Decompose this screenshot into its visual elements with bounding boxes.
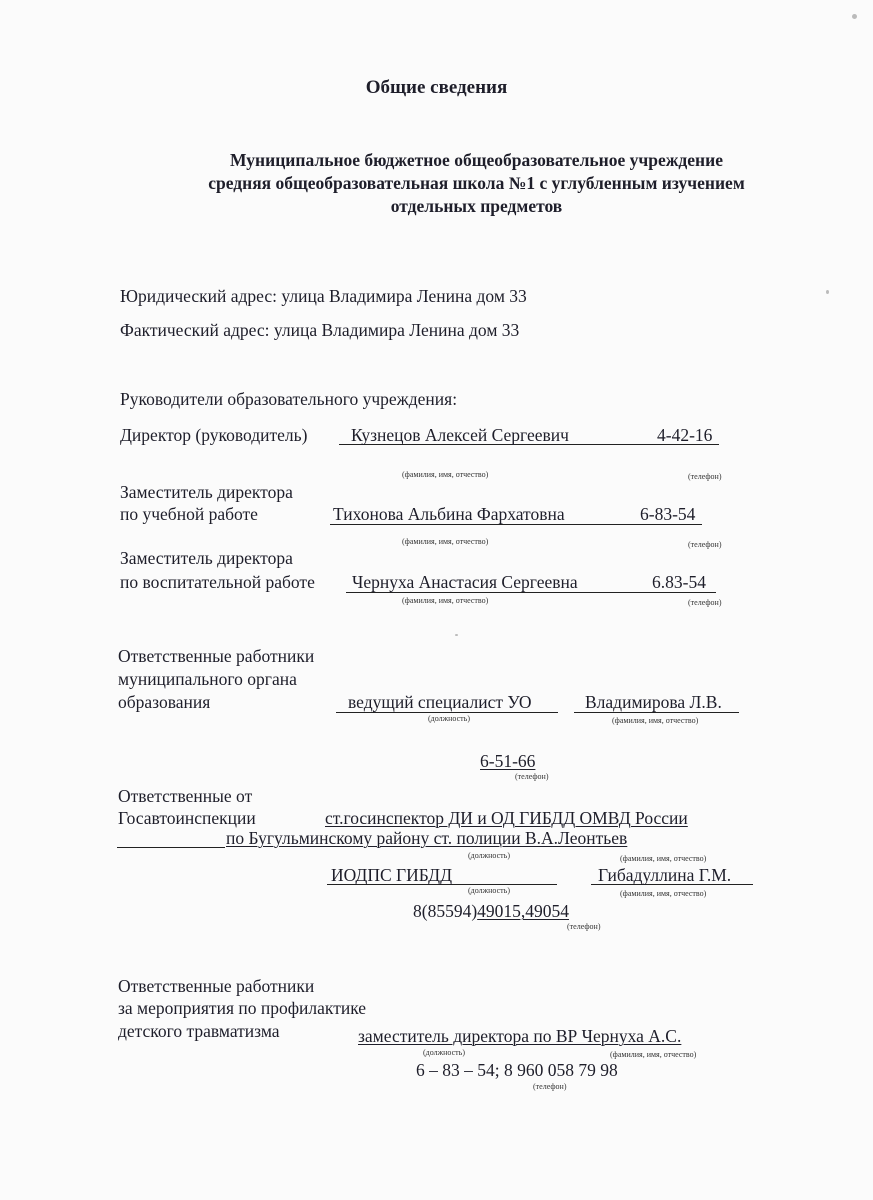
prevention-label-2: за мероприятия по профилактике <box>118 998 367 1018</box>
prevention-phones: 6 – 83 – 54; 8 960 058 79 98 <box>416 1060 618 1080</box>
scan-speck <box>852 14 857 19</box>
prevention-label-3: детского травматизма <box>118 1021 280 1041</box>
deputy-upbringing-phone-caption: (телефон) <box>688 598 722 607</box>
deputy-study-label-1: Заместитель директора <box>120 482 293 502</box>
director-fio-caption: (фамилия, имя, отчество) <box>402 470 489 479</box>
leaders-heading: Руководители образовательного учреждения: <box>120 389 458 409</box>
traffic-line-2-lead <box>117 847 225 848</box>
prevention-fio-caption: (фамилия, имя, отчество) <box>610 1050 697 1059</box>
deputy-study-phone: 6-83-54 <box>640 504 696 524</box>
director-phone: 4-42-16 <box>657 425 713 445</box>
traffic-position-caption: (должность) <box>468 851 510 860</box>
municipal-name: Владимирова Л.В. <box>585 692 722 712</box>
traffic-label-1: Ответственные от <box>118 786 253 806</box>
municipal-position: ведущий специалист УО <box>348 692 532 712</box>
municipal-phone: 6-51-66 <box>480 751 536 771</box>
director-phone-caption: (телефон) <box>688 472 722 481</box>
deputy-upbringing-label-1: Заместитель директора <box>120 548 293 568</box>
deputy-study-label-2: по учебной работе <box>120 504 258 524</box>
traffic-position-2: ИОДПС ГИБДД <box>331 865 453 885</box>
director-label: Директор (руководитель) <box>120 425 308 445</box>
org-name-line-2: средняя общеобразовательная школа №1 с углубленным изучением <box>208 173 745 193</box>
traffic-line-2: по Бугульминскому району ст. полиции В.А.Леонтьев <box>226 828 628 848</box>
traffic-position2-caption: (должность) <box>468 886 510 895</box>
director-name: Кузнецов Алексей Сергеевич <box>351 425 569 445</box>
scan-speck <box>826 290 829 294</box>
deputy-upbringing-name: Чернуха Анастасия Сергеевна <box>352 572 578 592</box>
traffic-label-2: Госавтоинспекции <box>118 808 256 828</box>
actual-address: Фактический адрес: улица Владимира Ленина дом 33 <box>120 320 520 340</box>
municipal-label-1: Ответственные работники <box>118 646 315 666</box>
municipal-phone-caption: (телефон) <box>515 772 549 781</box>
deputy-upbringing-label-2: по воспитательной работе <box>120 572 315 592</box>
deputy-study-fio-caption: (фамилия, имя, отчество) <box>402 537 489 546</box>
municipal-label-3: образования <box>118 692 211 712</box>
prevention-position-name: заместитель директора по ВР Чернуха А.С. <box>358 1026 682 1046</box>
traffic-phone <box>413 901 569 921</box>
deputy-study-underline <box>330 524 702 525</box>
prevention-position-caption: (должность) <box>423 1048 465 1057</box>
municipal-position-underline <box>336 712 558 713</box>
prevention-phone-caption: (телефон) <box>533 1082 567 1091</box>
deputy-upbringing-fio-caption: (фамилия, имя, отчество) <box>402 596 489 605</box>
traffic-phone-numbers: 49015,49054 <box>477 901 570 921</box>
prevention-label-1: Ответственные работники <box>118 976 315 996</box>
org-name-line-3: отдельных предметов <box>390 196 563 216</box>
scan-speck <box>455 634 458 636</box>
legal-address: Юридический адрес: улица Владимира Ленина дом 33 <box>120 286 527 306</box>
org-name-line-1: Муниципальное бюджетное общеобразовательное учреждение <box>230 150 723 170</box>
deputy-upbringing-underline <box>346 592 716 593</box>
municipal-position-caption: (должность) <box>428 714 470 723</box>
traffic-phone-prefix: 8(85594) <box>413 901 478 921</box>
traffic-fio2-caption: (фамилия, имя, отчество) <box>620 889 707 898</box>
municipal-name-underline <box>574 712 739 713</box>
deputy-study-phone-caption: (телефон) <box>688 540 722 549</box>
page-title: Общие сведения <box>365 77 508 98</box>
deputy-study-name: Тихонова Альбина Фархатовна <box>333 504 565 524</box>
traffic-line-1: ст.госинспектор ДИ и ОД ГИБДД ОМВД России <box>325 808 688 828</box>
traffic-fio-caption: (фамилия, имя, отчество) <box>620 854 707 863</box>
traffic-phone-caption: (телефон) <box>567 922 601 931</box>
municipal-fio-caption: (фамилия, имя, отчество) <box>612 716 699 725</box>
deputy-upbringing-phone: 6.83-54 <box>652 572 706 592</box>
traffic-name-2: Гибадуллина Г.М. <box>598 865 732 885</box>
municipal-label-2: муниципального органа <box>118 669 297 689</box>
